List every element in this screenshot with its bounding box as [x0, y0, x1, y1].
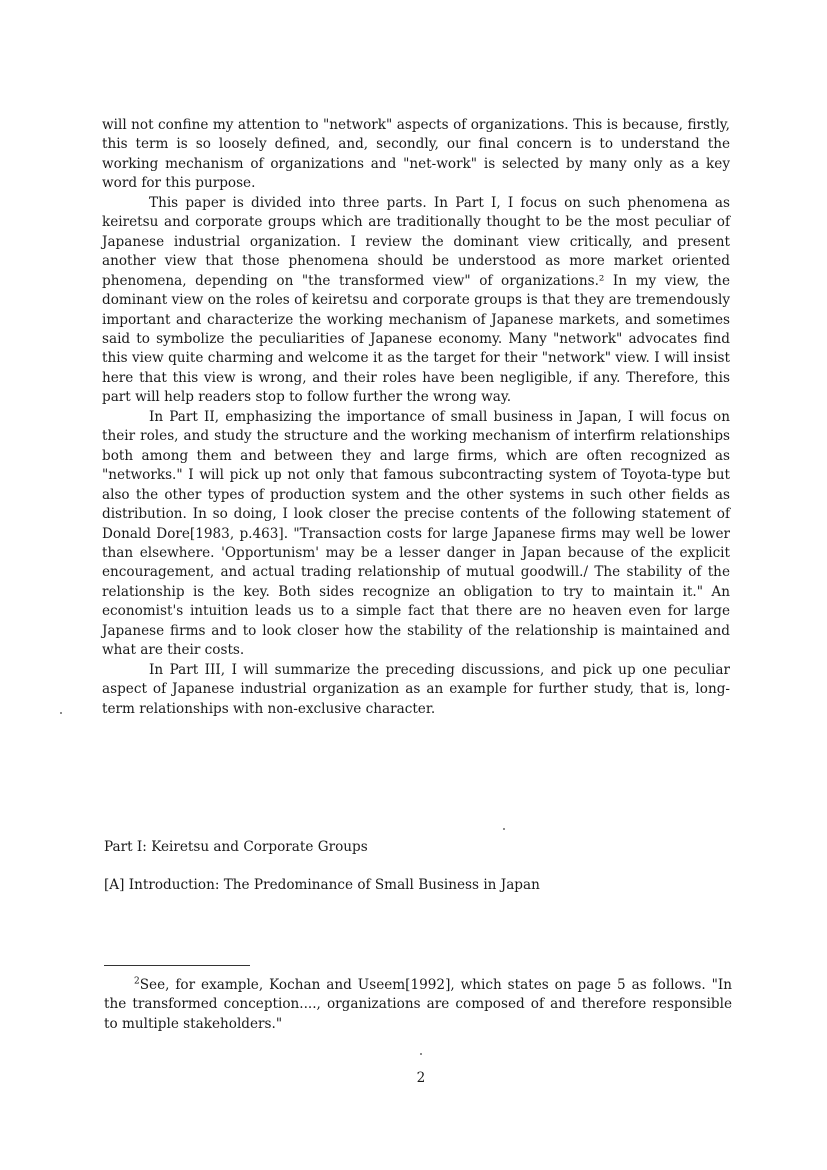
paragraph-4: In Part III, I will summarize the preceding discussions, and pick up one peculiar aspect of Japanese industrial organization as an example for further study, that is, long-term relationships with non-exclusive character. — [102, 661, 730, 717]
paragraph-3: In Part II, emphasizing the importance of small business in Japan, I will focus on their roles, and study the structure and the working mechanism of interfirm relationships both among them and between they and large firms, which are often recognized as "networks." I will pick up not only that famous subcontracting system of Toyota-type but also the other types of production system and the other systems in such other fields as distribution. In so doing, I look closer the precise contents of the following statement of Donald Dore[1983, p.463]. "Transaction costs for large Japanese firms may well be lower than elsewhere. 'Opportunism' may be a lesser danger in Japan because of the explicit encouragement, and actual trading relationship of mutual goodwill./ The stability of the relationship is the key. Both sides recognize an obligation to try to maintain it." An economist's intuition leads us to a simple fact that there are no heaven even for large Japanese firms and to look closer how the stability of the relationship is maintained and what are their costs. — [102, 408, 730, 659]
footnote — [104, 976, 732, 1034]
footnote-text: See, for example, Kochan and Useem[1992], which states on page 5 as follows. "In the transformed conception...., organizations are composed of and therefore responsible to multiple stakeholders." — [104, 977, 732, 1032]
scan-speck — [503, 828, 505, 830]
body-text — [102, 116, 730, 719]
page-number: 2 — [416, 1070, 426, 1086]
section-heading: [A] Introduction: The Predominance of Small Business in Japan — [104, 877, 540, 893]
footnote-marker: 2 — [134, 976, 140, 987]
paragraph-1: will not confine my attention to "network" aspects of organizations. This is because, firstly, this term is so loosely defined, and, secondly, our final concern is to understand the working mechanism of organizations and "net-work" is selected by many only as a key word for this purpose. — [102, 117, 730, 192]
paragraph-2: This paper is divided into three parts. In Part I, I focus on such phenomena as keiretsu and corporate groups which are traditionally thought to be the most peculiar of Japanese industrial organization. I review the dominant view critically, and present another view that those phenomena should be understood as more market oriented phenomena, depending on "the transformed view" of organizations.² In my view, the dominant view on the roles of keiretsu and corporate groups is that they are tremendously important and characterize the working mechanism of Japanese markets, and sometimes said to symbolize the peculiarities of Japanese economy. Many "network" advocates find this view quite charming and welcome it as the target for their "network" view. I will insist here that this view is wrong, and their roles have been negligible, if any. Therefore, this part will help readers stop to follow further the wrong way. — [102, 194, 730, 406]
scan-speck — [60, 712, 62, 714]
footnote-rule — [104, 965, 250, 966]
part-heading: Part I: Keiretsu and Corporate Groups — [104, 839, 368, 855]
scan-speck — [420, 1053, 422, 1055]
